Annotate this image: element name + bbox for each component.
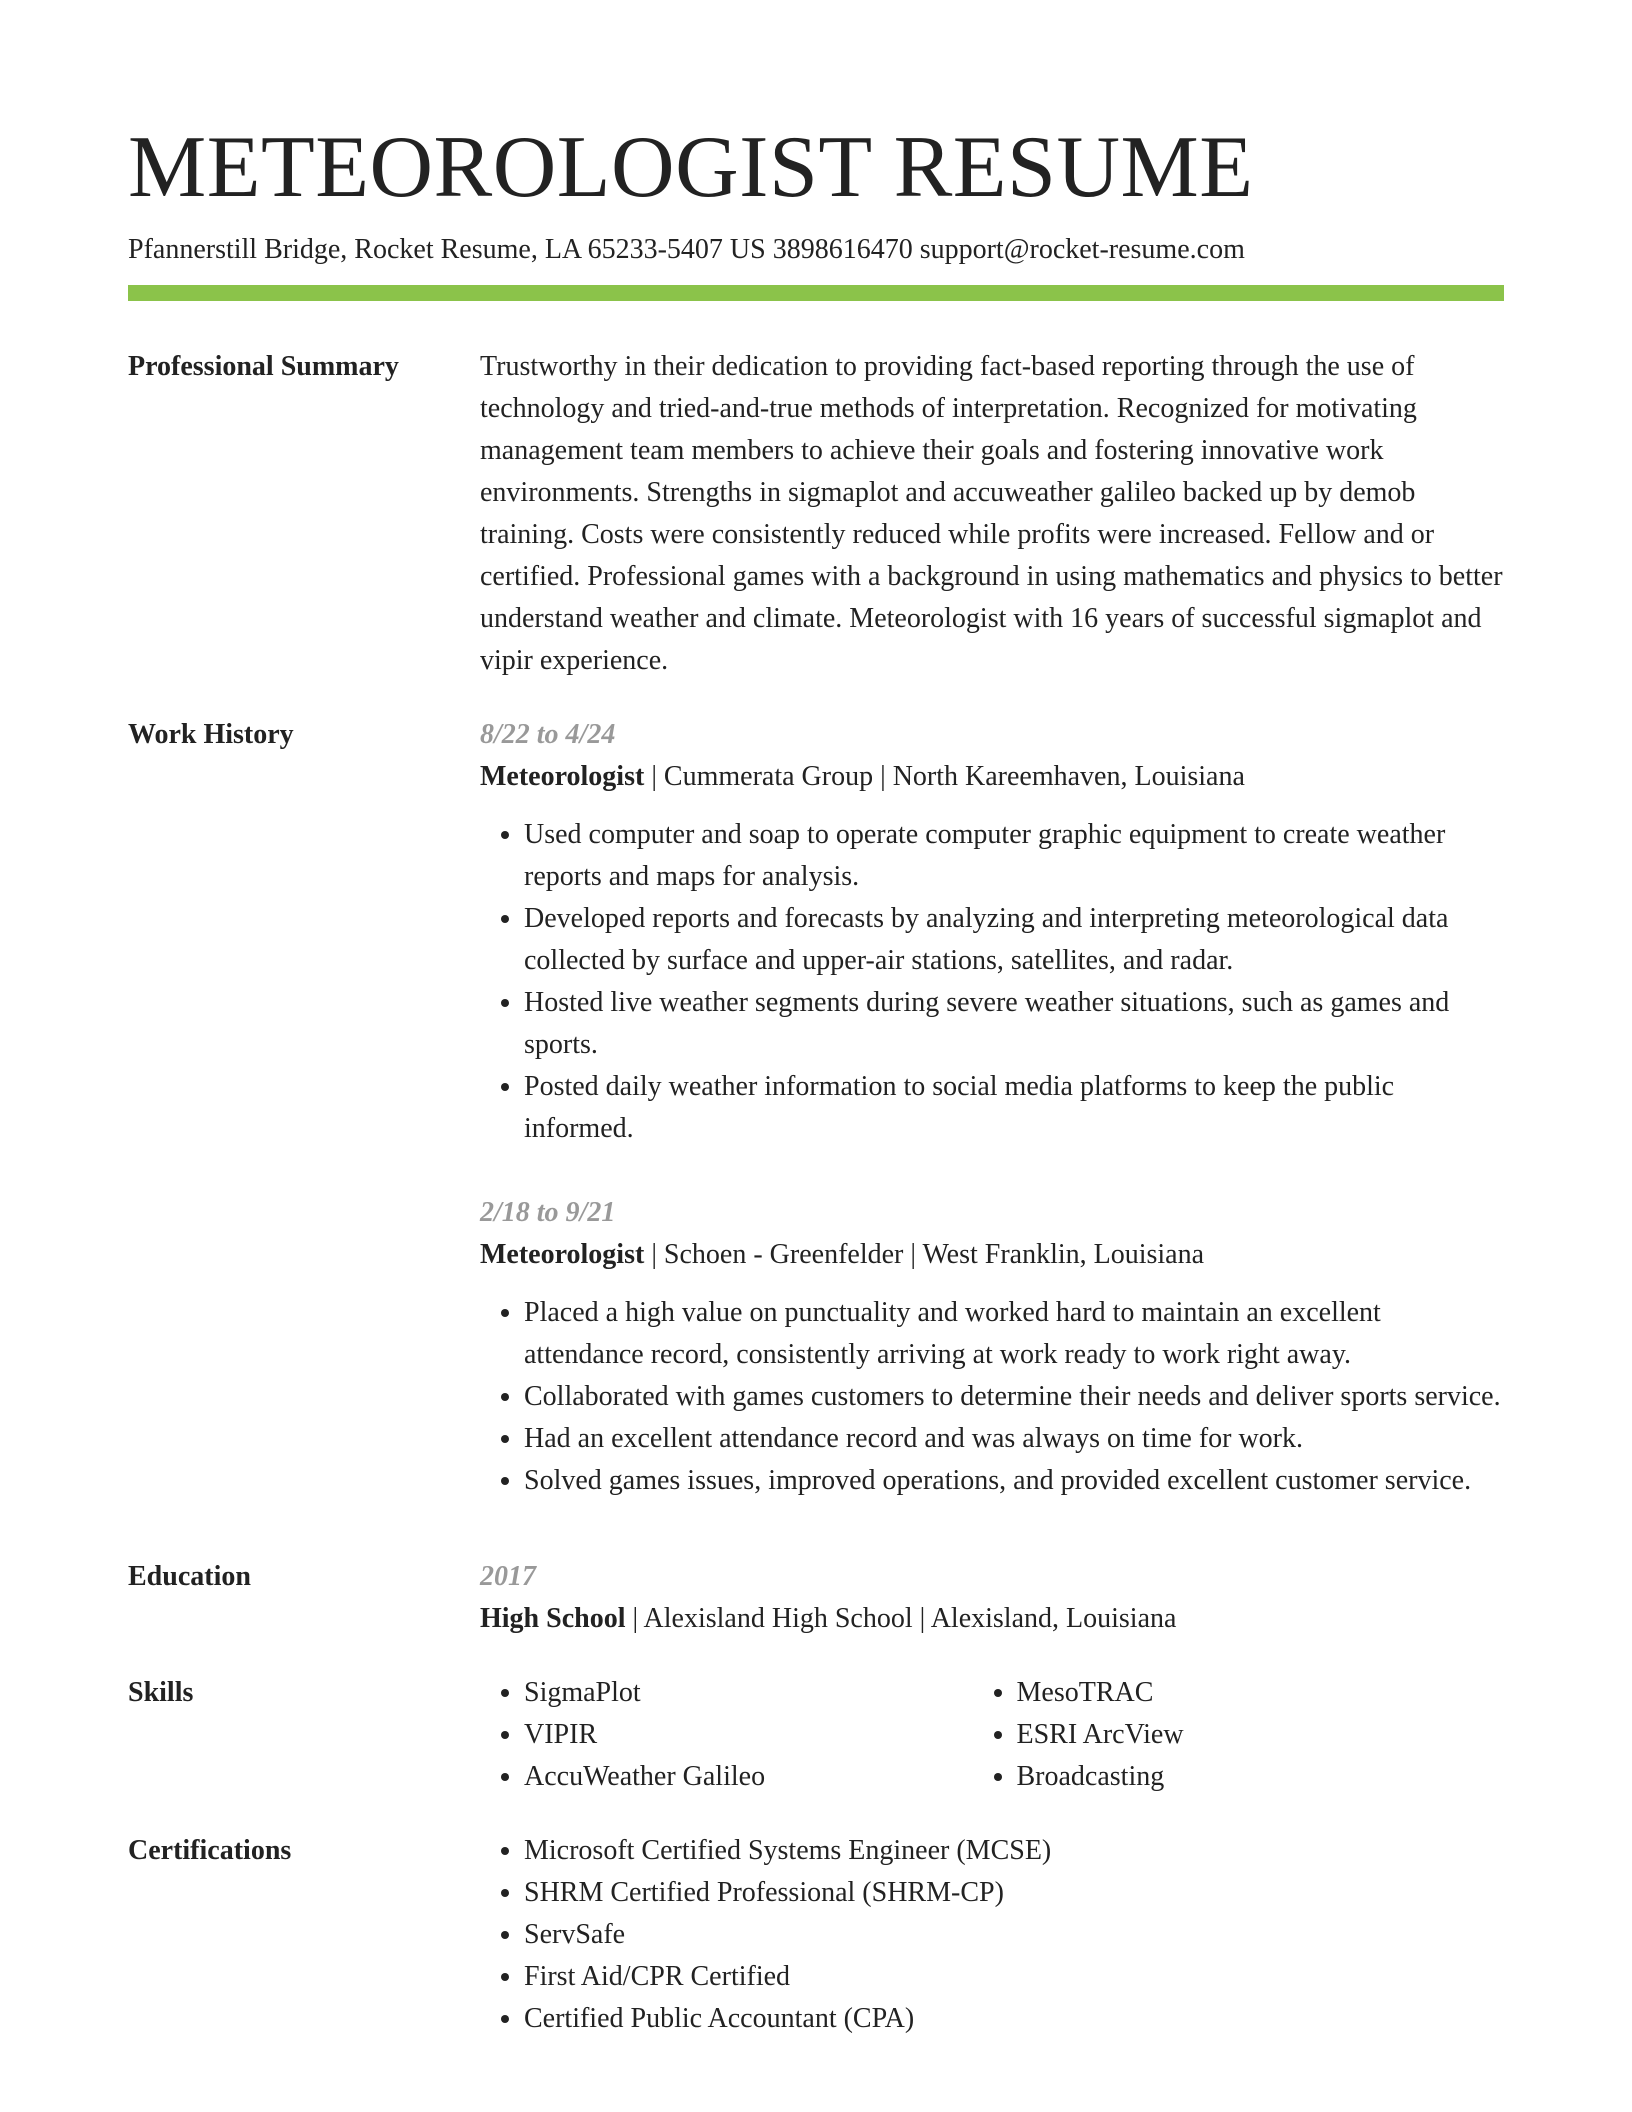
list-item: • AccuWeather Galileo: [524, 1756, 973, 1798]
list-item: • MesoTRAC: [1017, 1672, 1505, 1714]
education-year: 2017: [480, 1561, 536, 1592]
list-item: • Placed a high value on punctuality and worked hard to maintain an excellent attendance record, consistently arriving at work ready to work right away.: [524, 1292, 1504, 1376]
list-item: • ServSafe: [524, 1914, 1504, 1956]
resume-title: METEOROLOGIST RESUME: [128, 119, 1254, 216]
job-bullets: [480, 1292, 1504, 1502]
job-details: | Cummerata Group | North Kareemhaven, Louisiana: [644, 761, 1245, 792]
section-label-work: Work History: [128, 719, 294, 750]
list-item: • Broadcasting: [1017, 1756, 1505, 1798]
job-title: Meteorologist: [480, 1239, 645, 1270]
skills-grid: [480, 1672, 1504, 1798]
job-details: | Schoen - Greenfelder | West Franklin, Louisiana: [644, 1239, 1205, 1270]
job-entry: [480, 1192, 1504, 1502]
list-item: • Hosted live weather segments during severe weather situations, such as games and sports.: [524, 982, 1504, 1066]
job-dates: 8/22 to 4/24: [480, 719, 616, 750]
contact-line: Pfannerstill Bridge, Rocket Resume, LA 65233-5407 US 3898616470 support@rocket-resume.com: [128, 234, 1245, 265]
list-item: • Microsoft Certified Systems Engineer (MCSE): [524, 1830, 1504, 1872]
job-bullets: [480, 814, 1504, 1150]
list-item: • ESRI ArcView: [1017, 1714, 1505, 1756]
list-item: • Posted daily weather information to social media platforms to keep the public informed.: [524, 1066, 1504, 1150]
education-line: [480, 1598, 1504, 1640]
header-divider: [128, 285, 1504, 301]
list-item: • VIPIR: [524, 1714, 973, 1756]
certifications-list: [480, 1830, 1504, 2040]
section-label-summary: Professional Summary: [128, 351, 399, 382]
section-label-certifications: Certifications: [128, 1835, 292, 1866]
list-item: • Collaborated with games customers to determine their needs and deliver sports service.: [524, 1376, 1504, 1418]
list-item: • SHRM Certified Professional (SHRM-CP): [524, 1872, 1504, 1914]
skills-column: [480, 1672, 973, 1798]
list-item: • SigmaPlot: [524, 1672, 973, 1714]
job-dates: 2/18 to 9/21: [480, 1197, 616, 1228]
job-entry: [480, 714, 1504, 1150]
list-item: • Certified Public Accountant (CPA): [524, 1998, 1504, 2040]
skills-column: [973, 1672, 1505, 1798]
education-degree: High School: [480, 1603, 626, 1634]
summary-text: Trustworthy in their dedication to providing fact-based reporting through the use of technology and tried-and-true methods of interpretation. Recognized for motivating management team members to achieve their goals and fostering innovative work environments. Strengths in sigmaplot and accuweather galileo backed up by demob training. Costs were consistently reduced while profits were increased. Fellow and or certified. Professional games with a background in using mathematics and physics to better understand weather and climate. Meteorologist with 16 years of successful sigmaplot and vipir experience.: [480, 351, 1503, 676]
list-item: • First Aid/CPR Certified: [524, 1956, 1504, 1998]
list-item: • Developed reports and forecasts by analyzing and interpreting meteorological data collected by surface and upper-air stations, satellites, and radar.: [524, 898, 1504, 982]
list-item: • Used computer and soap to operate computer graphic equipment to create weather reports and maps for analysis.: [524, 814, 1504, 898]
list-item: • Solved games issues, improved operations, and provided excellent customer service.: [524, 1460, 1504, 1502]
section-label-skills: Skills: [128, 1677, 194, 1708]
section-label-education: Education: [128, 1561, 251, 1592]
education-details: | Alexisland High School | Alexisland, Louisiana: [625, 1603, 1177, 1634]
job-title: Meteorologist: [480, 761, 645, 792]
list-item: • Had an excellent attendance record and was always on time for work.: [524, 1418, 1504, 1460]
job-title-line: [480, 1234, 1504, 1276]
job-title-line: [480, 756, 1504, 798]
